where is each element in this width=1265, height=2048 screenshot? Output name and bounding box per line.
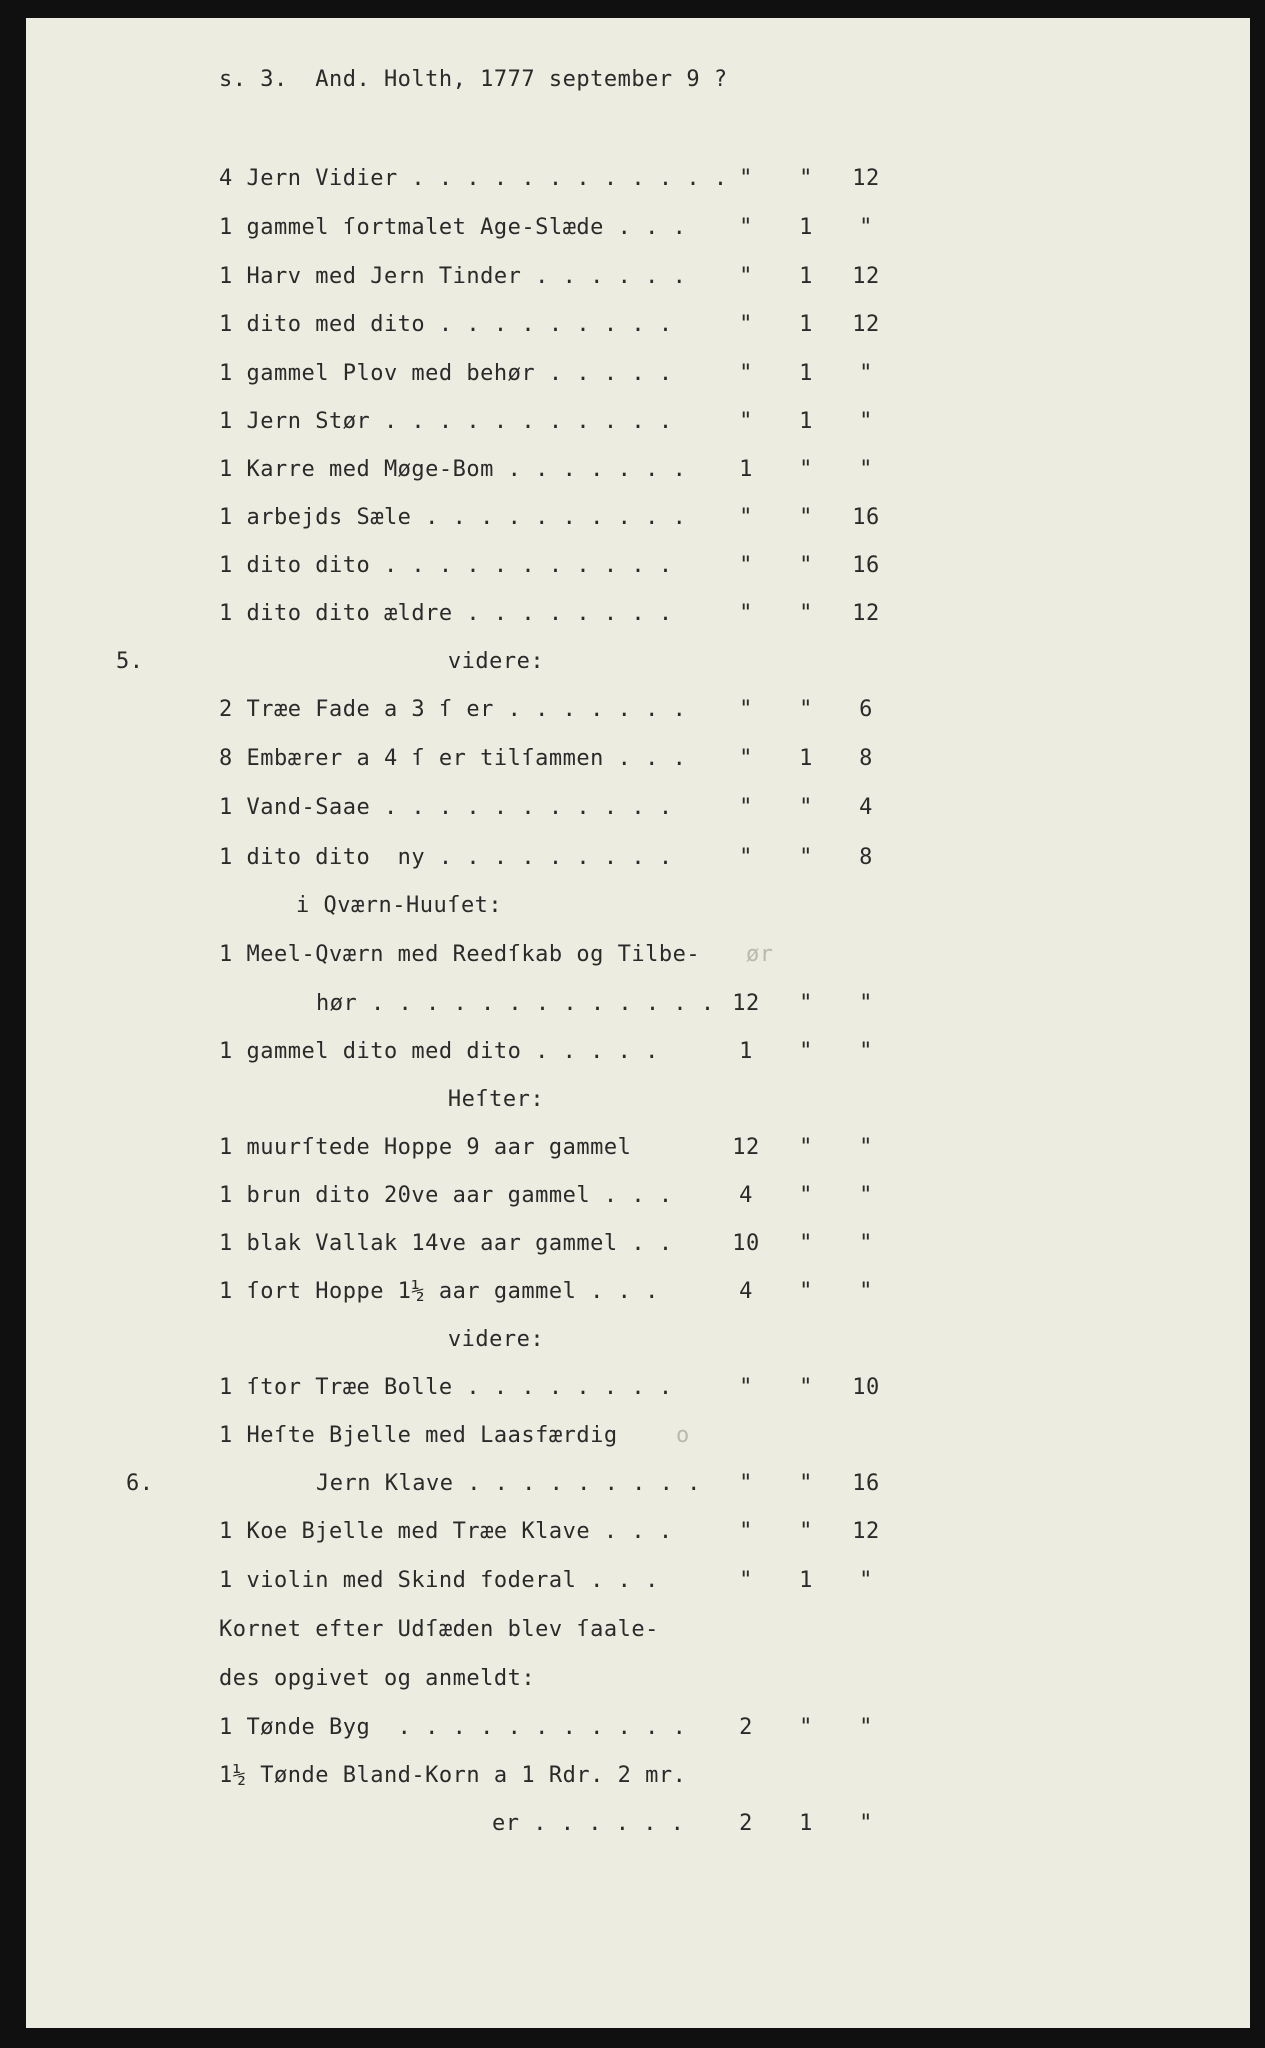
section-line [26,886,1250,926]
ledger-row [26,498,1250,538]
row-rdr: " [739,553,753,578]
ledger-row [26,450,1250,490]
row-rdr: " [739,601,753,626]
ledger-row [26,1464,1250,1504]
section-line [26,642,1250,682]
row-mark: " [799,553,813,578]
row-skilling: " [859,215,873,240]
row-skilling: 16 [852,553,880,578]
paragraph-text: Kornet efter Udſæden blev ſaale- [219,1617,659,1642]
row-skilling: 12 [852,312,880,337]
row-mark: " [799,1135,813,1160]
ledger-row [26,984,1250,1024]
row-skilling: 12 [852,166,880,191]
row-item: 1 brun dito 20ve aar gammel . . . [219,1183,673,1208]
ledger-row [26,1368,1250,1408]
paragraph-text: des opgivet og anmeldt: [219,1666,536,1691]
row-mark: " [799,505,813,530]
row-item: 1 violin med Skind foderal . . . [219,1568,659,1593]
row-item: er . . . . . . [492,1811,685,1836]
row-skilling: 12 [852,264,880,289]
margin-page-number: 5. [116,649,144,674]
row-skilling: " [859,1183,873,1208]
row-rdr: 4 [739,1279,753,1304]
row-mark: " [799,1231,813,1256]
row-item: hør . . . . . . . . . . . . . [316,991,715,1016]
header-text: s. 3. And. Holth, 1777 september 9 ? [219,67,728,92]
row-mark: " [799,1715,813,1740]
row-skilling: " [859,1568,873,1593]
row-rdr: " [739,1568,753,1593]
ledger-row [26,739,1250,779]
row-mark: 1 [799,215,813,240]
row-mark: 1 [799,1811,813,1836]
row-skilling: 6 [859,697,873,722]
ledger-row [26,594,1250,634]
row-skilling: " [859,1231,873,1256]
row-rdr: " [739,1375,753,1400]
row-item: 1 Koe Bjelle med Træe Klave . . . [219,1519,673,1544]
row-rdr: " [739,795,753,820]
row-item: 1 gammel Plov med behør . . . . . [219,361,673,386]
row-skilling: " [859,1811,873,1836]
row-mark: " [799,1519,813,1544]
ledger-row [26,935,1250,975]
row-rdr: 10 [732,1231,760,1256]
row-skilling: " [859,361,873,386]
row-rdr: " [739,746,753,771]
row-mark: " [799,697,813,722]
row-rdr: " [739,361,753,386]
ledger-row [26,1416,1250,1456]
row-rdr: " [739,505,753,530]
row-rdr: " [739,264,753,289]
row-item: 1 muurſtede Hoppe 9 aar gammel [219,1135,632,1160]
row-skilling: 16 [852,1471,880,1496]
row-rdr: " [739,845,753,870]
row-rdr: 1 [739,457,753,482]
row-item: 1 Jern Stør . . . . . . . . . . . [219,409,673,434]
row-skilling: 8 [859,845,873,870]
ledger-row [26,1224,1250,1264]
ledger-row [26,1708,1250,1748]
row-mark: 1 [799,312,813,337]
section-line [26,1320,1250,1360]
ledger-row [26,1756,1250,1796]
row-item: 2 Træe Fade a 3 ſ er . . . . . . . [219,697,687,722]
ledger-row [26,838,1250,878]
row-item: 1 Heſte Bjelle med Laasfærdig [219,1423,618,1448]
margin-page-number: 6. [126,1471,154,1496]
ledger-row [26,354,1250,394]
section-line [26,1080,1250,1120]
row-item: 1 gammel dito med dito . . . . . [219,1039,659,1064]
ledger-row [26,788,1250,828]
row-item: 1 ſtor Træe Bolle . . . . . . . . [219,1375,673,1400]
row-mark: " [799,795,813,820]
ledger-row [26,1561,1250,1601]
row-mark: " [799,166,813,191]
row-rdr: " [739,166,753,191]
row-item: 8 Embærer a 4 ſ er tilſammen . . . [219,746,687,771]
row-rdr: " [739,1471,753,1496]
row-item: 1½ Tønde Bland-Korn a 1 Rdr. 2 mr. [219,1763,687,1788]
row-mark: 1 [799,746,813,771]
row-rdr: 1 [739,1039,753,1064]
row-skilling: 12 [852,1519,880,1544]
row-skilling: " [859,409,873,434]
ledger-row [26,208,1250,248]
row-item: 1 arbejds Sæle . . . . . . . . . . [219,505,687,530]
text-line [26,1610,1250,1650]
row-rdr: 12 [732,991,760,1016]
section-heading: i Qværn-Huuſet: [296,893,503,918]
row-item: 1 ſort Hoppe 1½ aar gammel . . . [219,1279,659,1304]
row-skilling: " [859,457,873,482]
section-heading: Heſter: [447,1087,545,1112]
row-item: Jern Klave . . . . . . . . . [316,1471,701,1496]
row-item: 1 Meel-Qværn med Reedſkab og Tilbe- [219,942,701,967]
row-mark: " [799,1279,813,1304]
row-skilling: " [859,1039,873,1064]
row-skilling: " [859,991,873,1016]
row-item: 4 Jern Vidier . . . . . . . . . . . . [219,166,728,191]
row-rdr: " [739,409,753,434]
ledger-row [26,257,1250,297]
row-item: 1 dito med dito . . . . . . . . . [219,312,673,337]
row-rdr: 4 [739,1183,753,1208]
row-item: 1 dito dito ny . . . . . . . . . [219,845,673,870]
row-mark: " [799,991,813,1016]
page-header [26,60,1250,100]
row-item: 1 dito dito ældre . . . . . . . . [219,601,673,626]
row-skilling: " [859,1279,873,1304]
ledger-row [26,1512,1250,1552]
row-item: 1 Vand-Saae . . . . . . . . . . . [219,795,673,820]
row-rdr: 2 [739,1715,753,1740]
ledger-row [26,1804,1250,1844]
row-rdr: " [739,215,753,240]
row-item: 1 blak Vallak 14ve aar gammel . . [219,1231,673,1256]
ledger-row [26,546,1250,586]
row-mark: 1 [799,409,813,434]
ledger-row [26,1176,1250,1216]
row-skilling: " [859,1715,873,1740]
document-page [26,18,1250,2028]
row-item: 1 Tønde Byg . . . . . . . . . . . [219,1715,687,1740]
row-mark: " [799,1471,813,1496]
row-mark: " [799,1375,813,1400]
row-rdr: " [739,1519,753,1544]
section-heading: videre: [447,649,545,674]
row-mark: 1 [799,1568,813,1593]
ledger-row [26,1032,1250,1072]
ledger-row [26,159,1250,199]
row-item: 1 Harv med Jern Tinder . . . . . . [219,264,687,289]
row-skilling: 12 [852,601,880,626]
row-mark: 1 [799,264,813,289]
row-item: 1 dito dito . . . . . . . . . . . [219,553,673,578]
row-rdr: 12 [732,1135,760,1160]
ledger-row [26,305,1250,345]
row-mark: " [799,1039,813,1064]
row-mark: 1 [799,361,813,386]
row-skilling: 10 [852,1375,880,1400]
row-item: 1 gammel ſortmalet Age-Slæde . . . [219,215,687,240]
faint-text: ør [746,942,774,967]
faint-text: o [676,1423,690,1448]
ledger-row [26,1128,1250,1168]
ledger-row [26,690,1250,730]
row-skilling: 4 [859,795,873,820]
row-skilling: 8 [859,746,873,771]
row-rdr: " [739,312,753,337]
row-mark: " [799,1183,813,1208]
row-mark: " [799,601,813,626]
ledger-row [26,402,1250,442]
row-skilling: " [859,1135,873,1160]
row-mark: " [799,845,813,870]
row-skilling: 16 [852,505,880,530]
text-line [26,1659,1250,1699]
row-rdr: 2 [739,1811,753,1836]
section-heading: videre: [447,1327,545,1352]
row-item: 1 Karre med Møge-Bom . . . . . . . [219,457,687,482]
row-rdr: " [739,697,753,722]
row-mark: " [799,457,813,482]
ledger-row [26,1272,1250,1312]
